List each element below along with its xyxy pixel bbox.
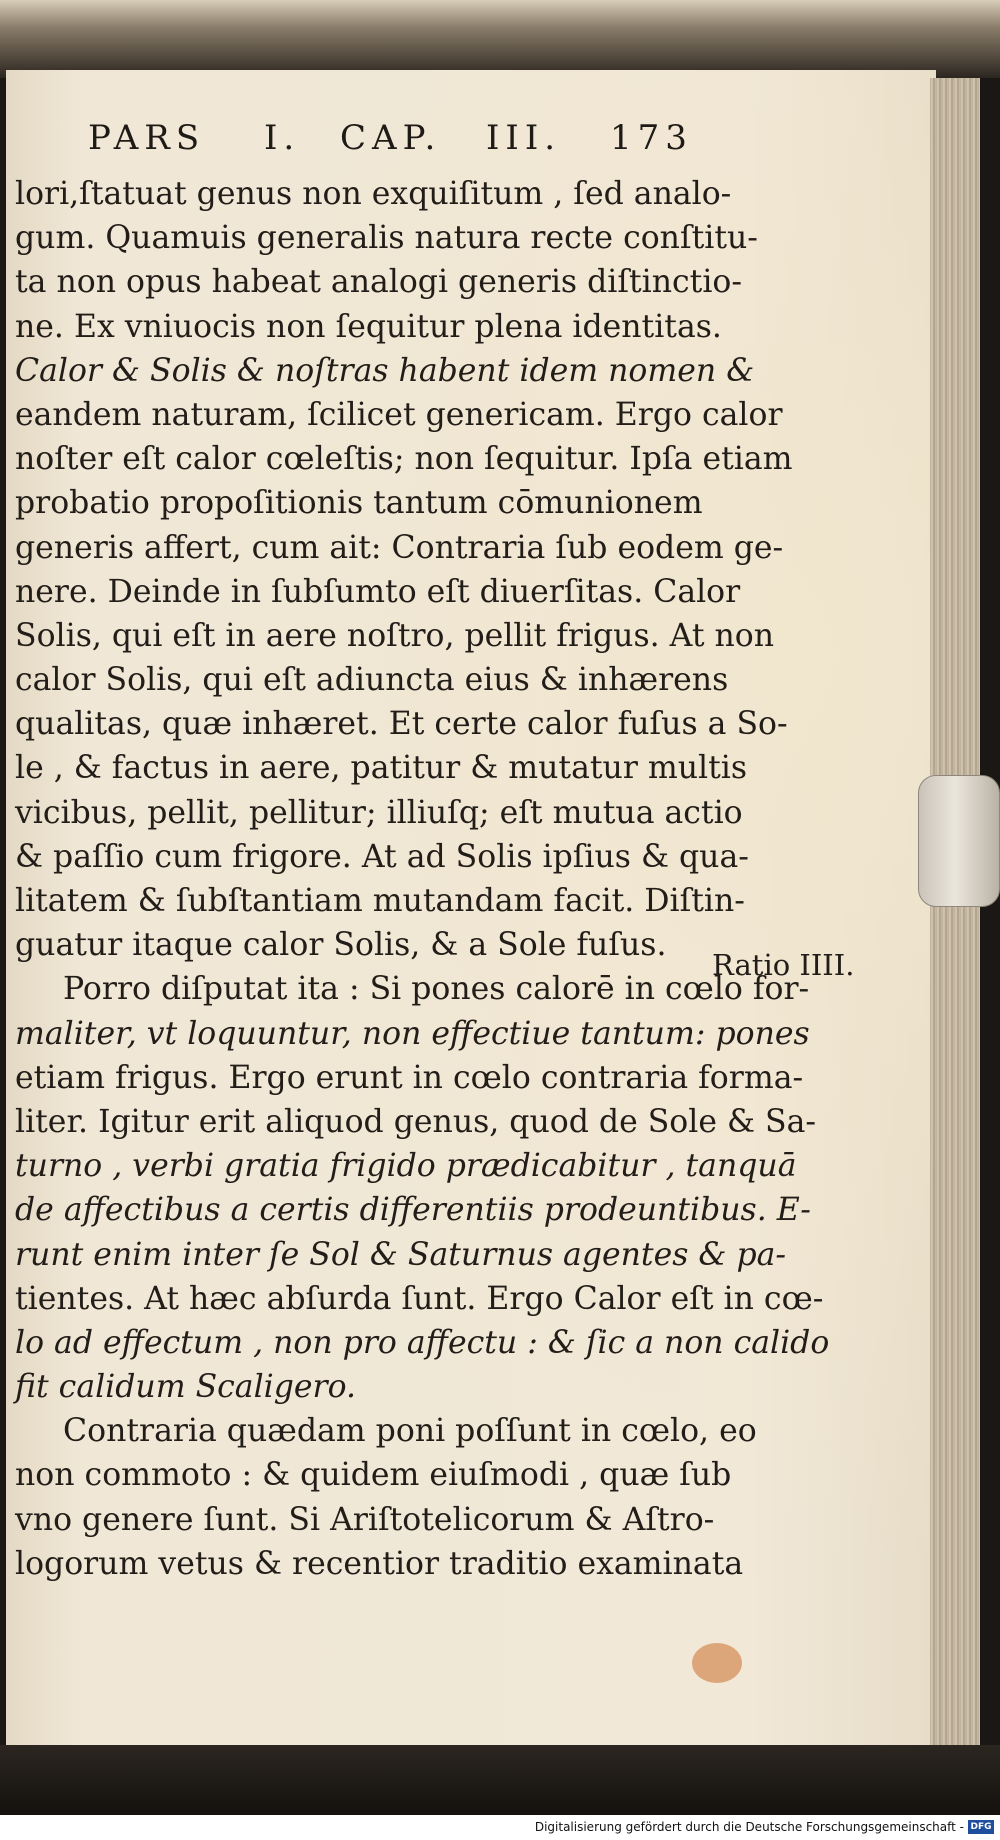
text-line: gum. Quamuis generalis natura recte conſtitu- xyxy=(15,220,758,257)
text-line: qualitas, quæ inhæret. Et certe calor fuſus a So- xyxy=(15,706,788,743)
text-line: logorum vetus & recentior traditio examinata xyxy=(15,1545,744,1582)
text-line: vno genere ſunt. Si Ariſtotelicorum & Aſtro- xyxy=(15,1501,715,1538)
header-cap: CAP. xyxy=(340,118,442,158)
text-line: maliter, vt loquuntur, non effectiue tantum: pones xyxy=(15,1015,810,1052)
text-line: nere. Deinde in ſubſumto eſt diuerſitas. Calor xyxy=(15,573,741,610)
text-line: Porro diſputat ita : Si pones calorē in cœlo for- xyxy=(63,971,810,1008)
text-line: lori,ſtatuat genus non exquiſitum , ſed analo- xyxy=(15,176,732,212)
text-line: generis affert, cum ait: Contraria ſub eodem ge- xyxy=(15,529,784,566)
text-line: non commoto : & quidem eiuſmodi , quæ ſub xyxy=(15,1457,732,1494)
page-edges xyxy=(930,78,980,1758)
page-number: 173 xyxy=(610,118,693,158)
marginal-note: Ratio IIII. xyxy=(712,948,855,982)
digitization-credit: Digitalisierung gefördert durch die Deutsche Forschungsgemeinschaft - xyxy=(534,1820,964,1834)
text-line: calor Solis, qui eſt adiuncta eius & inhærens xyxy=(15,662,729,699)
text-line: ne. Ex vniuocis non ſequitur plena identitas. xyxy=(15,308,722,345)
book-bottom-shadow xyxy=(0,1745,1000,1815)
text-line: eandem naturam, ſcilicet genericam. Ergo calor xyxy=(15,396,783,433)
text-line: liter. Igitur erit aliquod genus, quod de Sole & Sa- xyxy=(15,1103,817,1140)
page-clip xyxy=(918,775,1000,907)
header-cap-number: III. xyxy=(486,118,562,158)
text-line: etiam frigus. Ergo erunt in cœlo contraria forma- xyxy=(15,1059,804,1096)
text-line: vicibus, pellit, pellitur; illiuſq; eſt mutua actio xyxy=(15,794,743,831)
header-pars: PARS xyxy=(88,118,206,158)
text-line: & paſſio cum frigore. At ad Solis ipſius & qua- xyxy=(15,838,749,875)
running-header xyxy=(88,118,698,168)
text-line: Solis, qui eſt in aere noſtro, pellit frigus. At non xyxy=(15,617,775,654)
text-line: runt enim inter ſe Sol & Saturnus agentes & pa- xyxy=(15,1236,787,1273)
text-line: guatur itaque calor Solis, & a Sole fuſus. xyxy=(15,927,667,964)
text-line: turno , verbi gratia frigido prædicabitur , tanquā xyxy=(15,1148,797,1185)
text-line: Contraria quædam poni poſſunt in cœlo, eo xyxy=(63,1413,757,1450)
text-line: de affectibus a certis differentiis prodeuntibus. E- xyxy=(15,1192,811,1229)
text-line: le , & factus in aere, patitur & mutatur multis xyxy=(15,750,748,787)
text-line: noſter eſt calor cœleſtis; non ſequitur. Ipſa etiam xyxy=(15,441,793,478)
text-line: Calor & Solis & noſtras habent idem nomen & xyxy=(15,352,755,389)
text-line: probatio propoſitionis tantum cōmunionem xyxy=(15,485,703,522)
book-top-shadow xyxy=(0,0,1000,78)
text-line: tientes. At hæc abſurda ſunt. Ergo Calor eſt in cœ- xyxy=(15,1280,824,1317)
header-pars-number: I. xyxy=(264,118,301,158)
text-line: lo ad effectum , non pro affectu : & ſic a non calido xyxy=(15,1324,830,1361)
text-line: ta non opus habeat analogi generis diſtinctio- xyxy=(15,264,743,301)
paper-stain xyxy=(692,1643,742,1683)
dfg-logo: DFG xyxy=(968,1820,994,1834)
text-line: litatem & ſubſtantiam mutandam facit. Diſtin- xyxy=(15,883,745,919)
text-line: fit calidum Scaligero. xyxy=(15,1369,357,1406)
